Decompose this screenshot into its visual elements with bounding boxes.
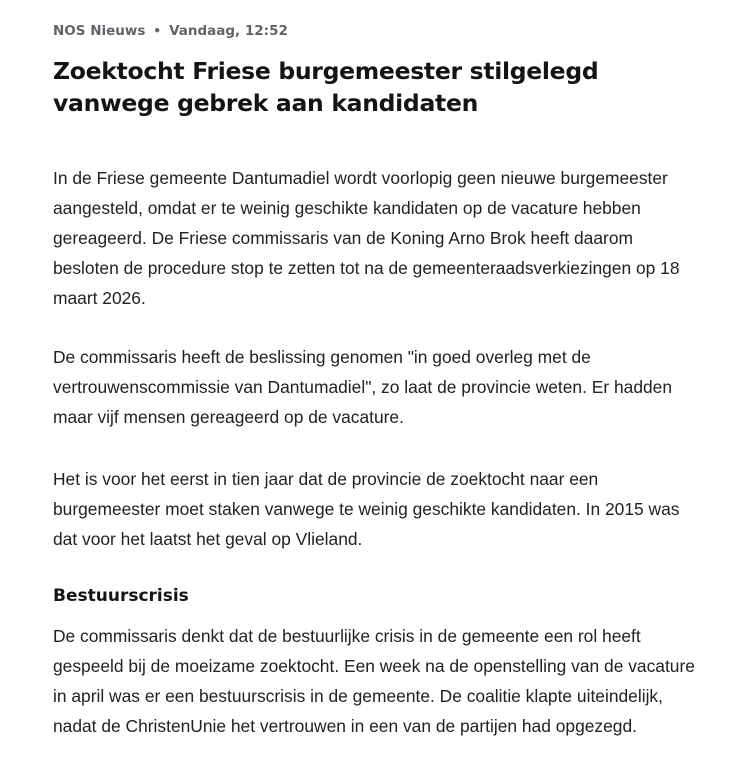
paragraph-4: De commissaris denkt dat de bestuurlijke crisis in de gemeente een rol heeft gespeeld bij de moeizame zoektocht. Een week na de openstelling van de vacature in april was er een bestuurscrisis in de gemeente. De coalitie klapte uiteindelijk, nadat de ChristenUnie het vertrouwen in een van de partijen had opgezegd.: [53, 626, 695, 736]
separator-dot: •: [153, 24, 162, 38]
article-title: Zoektocht Friese burgemeester stilgelegd vanwege gebrek aan kandidaten: [53, 57, 599, 117]
paragraph-3: Het is voor het eerst in tien jaar dat de provincie de zoektocht naar een burgemeester moet staken vanwege te weinig geschikte kandidaten. In 2015 was dat voor het laatst het geval op Vlieland.: [53, 469, 680, 549]
timestamp: Vandaag, 12:52: [169, 23, 288, 39]
section-heading: Bestuurscrisis: [53, 586, 189, 606]
source-label[interactable]: NOS Nieuws: [53, 23, 146, 39]
article-meta: [53, 22, 288, 40]
paragraph-1: In de Friese gemeente Dantumadiel wordt voorlopig geen nieuwe burgemeester aangesteld, omdat er te weinig geschikte kandidaten op de vacature hebben gereageerd. De Friese commissaris van de Koning Arno Brok heeft daarom besloten de procedure stop te zetten tot na de gemeenteraadsverkiezingen op 18 maart 2026.: [53, 168, 680, 308]
paragraph-2: De commissaris heeft de beslissing genomen "in goed overleg met de vertrouwenscommissie van Dantumadiel", zo laat de provincie weten. Er hadden maar vijf mensen gereageerd op de vacature.: [53, 347, 673, 427]
